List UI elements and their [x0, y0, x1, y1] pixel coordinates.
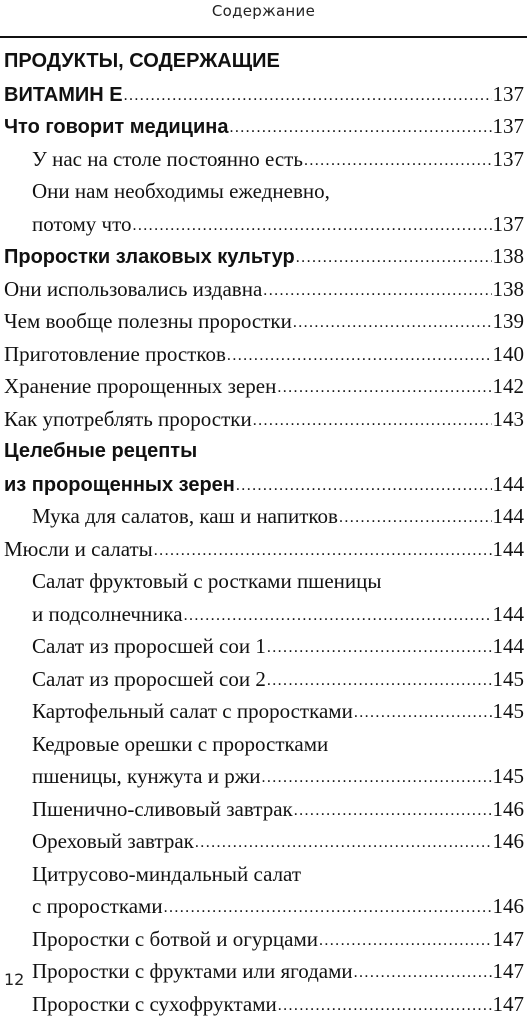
dot-leader: [184, 597, 492, 632]
toc-entry-title: Проростки с сухофруктами: [32, 991, 277, 1016]
dot-leader: [124, 77, 492, 112]
toc-entry-title: Проростки злаковых культур: [4, 246, 295, 268]
dot-leader: [236, 467, 492, 502]
toc-page-number: 144: [492, 601, 524, 626]
toc-entry-title: Кедровые орешки с проростками: [32, 731, 329, 756]
dot-leader: [354, 694, 492, 729]
dot-leader: [354, 954, 492, 989]
toc-entry-title: Пшенично-сливовый завтрак: [32, 796, 293, 821]
dot-leader: [227, 337, 492, 372]
toc-page-number: 147: [492, 959, 524, 983]
toc-page-number: 137: [492, 146, 524, 171]
dot-leader: [339, 499, 492, 534]
toc-page-number: 145: [492, 699, 524, 723]
toc-entry-title: Картофельный салат с проростками: [32, 699, 353, 723]
toc-entry-title: Мука для салатов, каш и напитков: [32, 504, 338, 528]
toc-page-number: 146: [492, 894, 524, 918]
toc-page-number: 144: [492, 471, 524, 496]
dot-leader: [164, 889, 492, 924]
toc-page-number: 147: [492, 926, 524, 951]
toc-entry-title: Хранение пророщенных зерен: [4, 374, 277, 398]
dot-leader: [319, 922, 492, 957]
page-number: 12: [4, 970, 25, 989]
dot-leader: [267, 662, 492, 697]
toc-entry-title: потому что: [32, 211, 132, 236]
dot-leader: [296, 239, 492, 274]
toc-entry-title: Чем вообще полезны проростки: [4, 309, 292, 333]
running-head: Содержание: [211, 2, 316, 20]
toc-page-number: 137: [492, 211, 524, 236]
toc-entry-title: Ореховый завтрак: [32, 829, 194, 853]
toc-entry-title: Целебные рецепты: [4, 440, 198, 462]
toc-page-number: 142: [492, 374, 524, 398]
toc-entry-title: из пророщенных зерен: [4, 473, 235, 496]
toc-page-number: 146: [492, 796, 524, 821]
toc-page-number: 146: [492, 829, 524, 853]
dot-leader: [263, 272, 491, 307]
dot-leader: [261, 759, 491, 794]
dot-leader: [195, 824, 492, 859]
toc-entry-title: ВИТАМИН Е: [4, 83, 123, 106]
toc-entry-title: Проростки с фруктами или ягодами: [32, 959, 353, 983]
toc-entry-title: Мюсли и салаты: [4, 536, 153, 561]
toc-entry-title: Как употреблять проростки: [4, 406, 252, 431]
dot-leader: [154, 532, 492, 567]
toc-entry-title: Салат фруктовый с ростками пшеницы: [32, 569, 382, 593]
toc-entry-title: Приготовление простков: [4, 341, 226, 366]
toc-page-number: 138: [492, 244, 524, 268]
dot-leader: [253, 402, 492, 437]
toc-entry-title: У нас на столе постоянно есть: [32, 146, 303, 171]
toc-entry-title: пшеницы, кунжута и ржи: [32, 764, 261, 788]
toc-page-number: 145: [492, 666, 524, 691]
dot-leader: [132, 207, 491, 242]
toc-entry-title: и подсолнечника: [32, 601, 183, 626]
toc-page-number: 137: [492, 81, 524, 106]
toc-page-number: 143: [492, 406, 524, 431]
toc-entry-title: Они использовались издавна: [4, 276, 263, 301]
toc-page-number: 147: [492, 991, 524, 1016]
toc-page-number: 144: [492, 504, 524, 528]
toc-page-number: 144: [492, 536, 524, 561]
dot-leader: [229, 109, 491, 144]
dot-leader: [267, 629, 492, 664]
toc-entry-title: Что говорит медицина: [4, 116, 229, 138]
toc-entry-title: Они нам необходимы ежедневно,: [32, 179, 330, 203]
toc-entry-title: Проростки с ботвой и огурцами: [32, 926, 318, 951]
dot-leader: [304, 142, 492, 177]
toc-entry-title: с проростками: [32, 894, 163, 918]
toc-entry-title: Цитрусово-миндальный салат: [32, 861, 302, 886]
toc-page-number: 138: [492, 276, 524, 301]
toc-entry-title: Салат из проросшей сои 2: [32, 666, 266, 691]
toc-page-number: 139: [492, 309, 524, 333]
toc-page-number: 137: [492, 114, 524, 138]
toc-entry-title: ПРОДУКТЫ, СОДЕРЖАЩИЕ: [4, 50, 280, 72]
dot-leader: [293, 304, 492, 339]
dot-leader: [277, 369, 491, 404]
toc-page-number: 140: [492, 341, 524, 366]
dot-leader: [294, 792, 492, 827]
dot-leader: [278, 987, 492, 1022]
toc-page-number: 144: [492, 634, 524, 658]
toc-entry-title: Салат из проросшей сои 1: [32, 634, 266, 658]
toc-page-number: 145: [492, 764, 524, 788]
